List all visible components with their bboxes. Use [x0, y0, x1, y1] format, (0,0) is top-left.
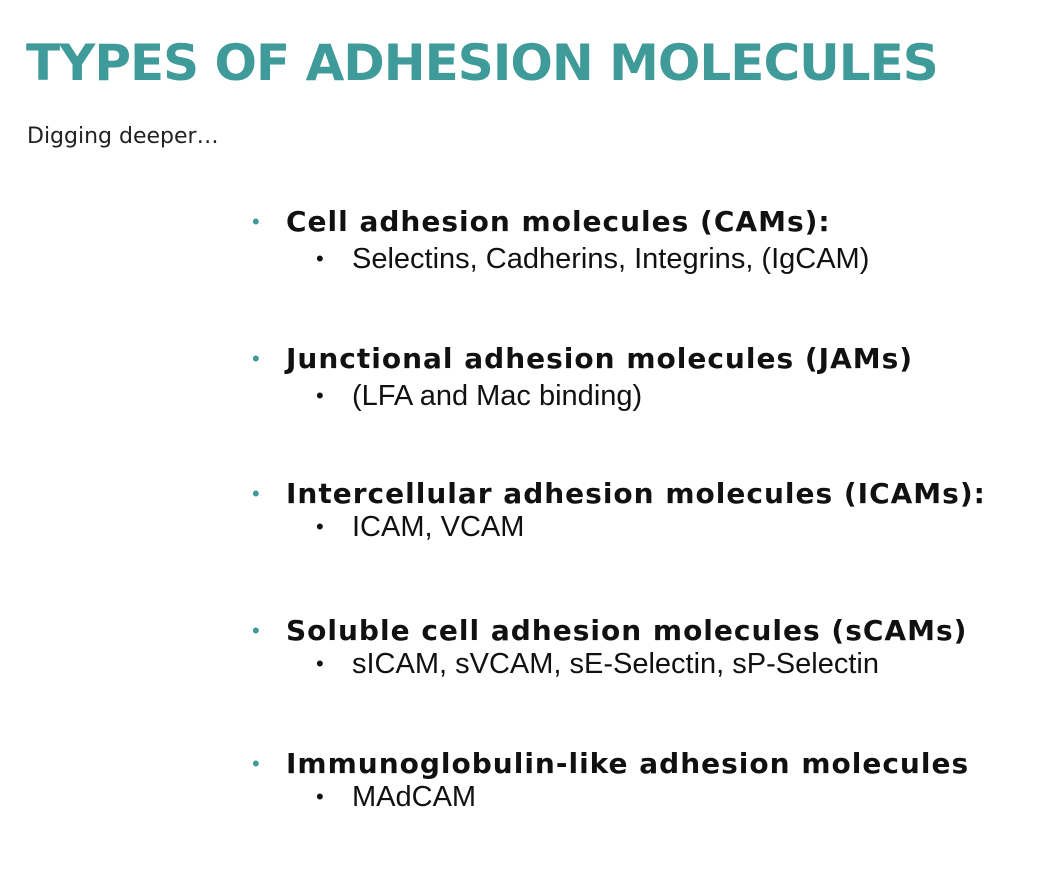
bullet-icon: • [316, 651, 324, 676]
sub-item-label: (LFA and Mac binding) [352, 380, 643, 412]
teal-bullet-icon: • [252, 751, 260, 776]
teal-bullet-icon: • [252, 481, 260, 506]
sub-item-label: MAdCAM [352, 781, 477, 813]
list-item-heading [250, 203, 1040, 241]
slide-subtitle: Digging deeper… [27, 124, 219, 149]
teal-bullet-icon: • [252, 346, 260, 371]
list-item-jams [250, 340, 1040, 414]
bullet-icon: • [316, 514, 324, 539]
list-item-label: Cell adhesion molecules (CAMs): [286, 205, 831, 238]
slide-title: TYPES OF ADHESION MOLECULES [26, 34, 938, 92]
sub-item [316, 509, 1040, 545]
bullet-icon: • [316, 246, 324, 271]
bullet-icon: • [316, 784, 324, 809]
sub-item [316, 378, 1040, 414]
sub-item-label: ICAM, VCAM [352, 511, 525, 543]
bullet-icon: • [316, 383, 324, 408]
list-item-label: Junctional adhesion molecules (JAMs) [286, 342, 914, 375]
teal-bullet-icon: • [252, 209, 260, 234]
sub-item [316, 646, 1040, 682]
sub-item-label: sICAM, sVCAM, sE-Selectin, sP-Selectin [352, 648, 879, 680]
sub-item [316, 779, 1040, 815]
list-item-heading [250, 745, 1040, 783]
sub-item-label: Selectins, Cadherins, Integrins, (IgCAM) [352, 243, 870, 275]
list-item-label: Intercellular adhesion molecules (ICAMs): [286, 477, 986, 510]
list-item-scams [250, 612, 1040, 682]
list-item-igcams [250, 745, 1040, 815]
list-item-heading [250, 340, 1040, 378]
list-item-label: Immunoglobulin-like adhesion molecules [286, 747, 970, 780]
list-item-label: Soluble cell adhesion molecules (sCAMs) [286, 614, 968, 647]
list-item-icams [250, 475, 1040, 545]
bullet-list [250, 0, 1040, 876]
list-item-cams [250, 203, 1040, 277]
list-item-heading [250, 475, 1040, 513]
sub-item [316, 241, 1040, 277]
list-item-heading [250, 612, 1040, 650]
teal-bullet-icon: • [252, 618, 260, 643]
